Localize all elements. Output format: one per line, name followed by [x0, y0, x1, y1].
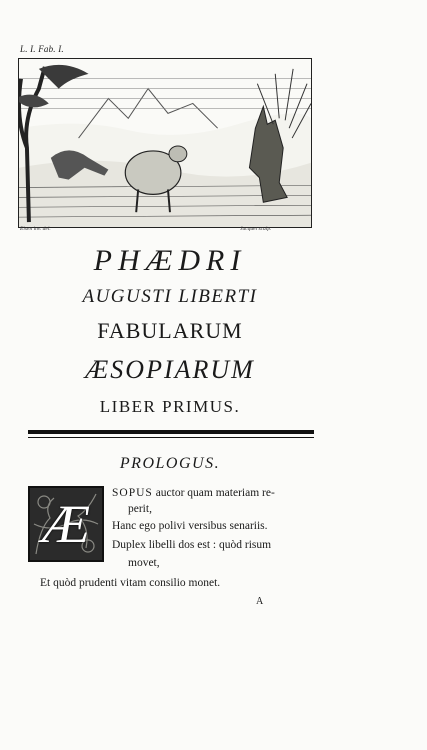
double-rule-thick: [28, 430, 314, 434]
double-rule-thin: [28, 437, 314, 438]
title-line-4: ÆSOPIARUM: [85, 355, 255, 384]
dropcap-letter: Æ: [41, 494, 90, 554]
title-line-2: AUGUSTI LIBERTI: [82, 286, 258, 307]
engraving-illustration: [18, 58, 312, 228]
title-line-5: LIBER PRIMUS.: [99, 397, 241, 416]
title-line-1: PHÆDRI: [93, 244, 247, 277]
engraving-credit-designer: Eisen inv. del.: [20, 226, 51, 232]
ornamental-initial: [28, 486, 104, 562]
verse-line-4: Duplex libelli dos est : quòd risum: [112, 539, 272, 551]
verse-line-1-text: auctor quam materiam re-: [152, 487, 275, 499]
verse-line-1: [112, 487, 275, 499]
verse-line-3: Hanc ego polivi versibus senariis.: [112, 520, 268, 532]
plate-reference: L. I. Fab. I.: [20, 44, 64, 54]
verse-line-2: perit,: [128, 503, 152, 515]
engraving-credit-engraver: Jacquet sculp.: [240, 226, 272, 232]
catchword: A: [256, 596, 264, 607]
verse-line-1-caps: SOPUS: [112, 487, 153, 499]
verse-line-5: movet,: [128, 557, 160, 569]
verse-line-6: Et quòd prudenti vitam consilio monet.: [40, 577, 221, 589]
prologue-heading: PROLOGUS.: [119, 455, 221, 472]
title-line-3: FABULARUM: [97, 318, 243, 343]
